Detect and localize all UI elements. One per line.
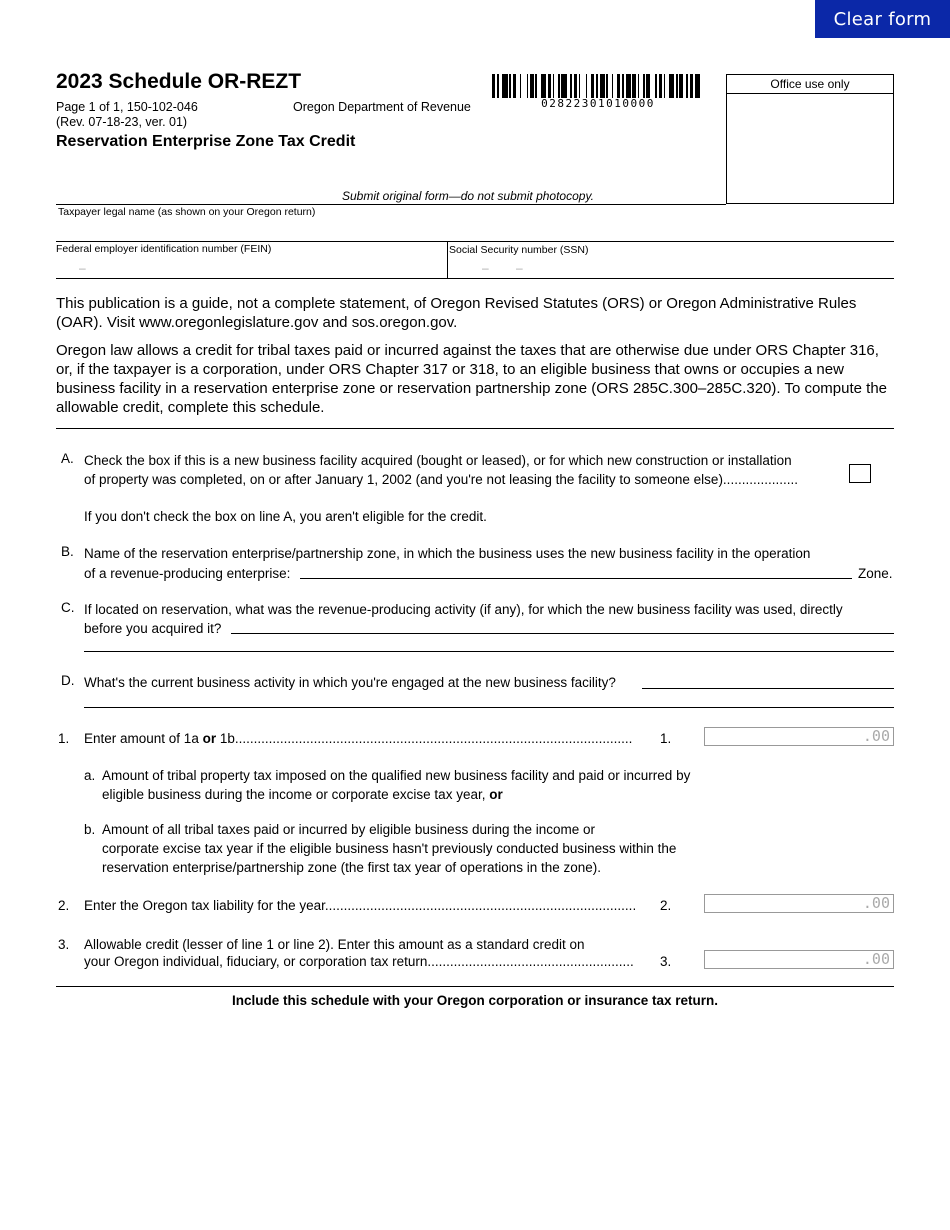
current-activity-input-line2[interactable] (84, 707, 894, 708)
line-3-number: 3. (58, 937, 70, 952)
ssn-label: Social Security number (SSN) (449, 244, 589, 256)
line-1-amount-input[interactable]: .00 (704, 727, 894, 746)
taxpayer-name-input[interactable] (56, 216, 894, 240)
item-a-line2: of property was completed, on or after January 1, 2002 (and you're not leasing the facility to someone else).................... (84, 472, 798, 487)
submit-note: Submit original form—do not submit photocopy. (342, 189, 594, 203)
divider (56, 241, 894, 242)
item-b-line1: Name of the reservation enterprise/partnership zone, in which the business uses the new business facility in the operation (84, 546, 811, 561)
page-info: Page 1 of 1, 150-102-046 (56, 100, 198, 114)
line-1-ref: 1. (660, 731, 672, 746)
ssn-dash: – (482, 261, 489, 275)
line-1-number: 1. (58, 731, 70, 746)
item-a-note: If you don't check the box on line A, you aren't eligible for the credit. (84, 509, 487, 524)
clear-form-button[interactable]: Clear form (815, 0, 950, 38)
line-2-ref: 2. (660, 898, 672, 913)
item-b-line2: of a revenue-producing enterprise: (84, 566, 291, 581)
item-c-line1: If located on reservation, what was the revenue-producing activity (if any), for which the new business facility was used, directly (84, 602, 843, 617)
office-use-label: Office use only (727, 75, 893, 94)
fein-input[interactable] (56, 256, 446, 278)
revision: (Rev. 07-18-23, ver. 01) (56, 115, 188, 129)
barcode (492, 74, 704, 98)
prior-activity-input-line2[interactable] (84, 651, 894, 652)
item-b-letter: B. (61, 544, 74, 559)
item-d-letter: D. (61, 673, 75, 688)
zone-suffix: Zone. (858, 566, 893, 581)
line-1a-line2: eligible business during the income or corporate excise tax year, or (102, 787, 503, 802)
line-2-text: Enter the Oregon tax liability for the year................................................................................... (84, 898, 637, 913)
form-subtitle: Reservation Enterprise Zone Tax Credit (56, 133, 356, 150)
line-3-line2: your Oregon individual, fiduciary, or corporation tax return....................................................... (84, 954, 634, 969)
barcode-number: 02822301010000 (541, 97, 655, 110)
line-1b-line3: reservation enterprise/partnership zone (the first tax year of operations in the zone). (102, 860, 602, 875)
line-3-amount-input[interactable]: .00 (704, 950, 894, 969)
taxpayer-name-label: Taxpayer legal name (as shown on your Oregon return) (58, 206, 316, 218)
item-c-letter: C. (61, 600, 75, 615)
section-divider (56, 986, 894, 987)
department: Oregon Department of Revenue (293, 100, 471, 114)
divider (56, 204, 726, 205)
footer-instruction: Include this schedule with your Oregon corporation or insurance tax return. (231, 993, 719, 1008)
office-use-box (726, 74, 894, 204)
intro-paragraph-1: This publication is a guide, not a complete statement, of Oregon Revised Statutes (ORS) or Oregon Administrative Rules (OAR). Visit www.oregonlegislature.gov and sos.oregon.gov. (56, 295, 857, 331)
item-a-letter: A. (61, 451, 74, 466)
line-1a-letter: a. (84, 768, 96, 783)
intro-paragraph-2: Oregon law allows a credit for tribal taxes paid or incurred against the taxes that are otherwise due under ORS Chapter 316, or, if the taxpayer is a corporation, under ORS Chapter 317 or 318, to an eligible business that owns or occupies a new business facility in a reservation enterprise zone or reservation partnership zone (ORS 285C.300–285C.320). To compute the allowable credit, complete this schedule. (56, 342, 888, 416)
line-3-line1: Allowable credit (lesser of line 1 or line 2). Enter this amount as a standard credit on (84, 937, 585, 952)
ssn-dash: – (516, 261, 523, 275)
section-divider (56, 428, 894, 429)
item-c-line2: before you acquired it? (84, 621, 222, 636)
fein-label: Federal employer identification number (FEIN) (56, 243, 272, 255)
line-1-text: Enter amount of 1a or 1b.......................................................................................................... (84, 731, 633, 746)
line-1a-line1: Amount of tribal property tax imposed on the qualified new business facility and paid or incurred by (102, 768, 691, 783)
form-title: 2023 Schedule OR-REZT (56, 70, 302, 93)
zone-name-input[interactable] (300, 578, 852, 579)
line-1b-line1: Amount of all tribal taxes paid or incurred by eligible business during the income or (102, 822, 596, 837)
line-2-amount-input[interactable]: .00 (704, 894, 894, 913)
new-facility-checkbox[interactable] (849, 464, 871, 483)
prior-activity-input[interactable] (231, 633, 894, 634)
item-d-line1: What's the current business activity in which you're engaged at the new business facility? (84, 675, 616, 690)
line-1b-letter: b. (84, 822, 96, 837)
divider (56, 278, 894, 279)
line-1b-line2: corporate excise tax year if the eligible business hasn't previously conducted business within the (102, 841, 677, 856)
line-3-ref: 3. (660, 954, 672, 969)
current-activity-input[interactable] (642, 688, 894, 689)
line-2-number: 2. (58, 898, 70, 913)
item-a-line1: Check the box if this is a new business facility acquired (bought or leased), or for which new construction or installation (84, 453, 792, 468)
ssn-input[interactable] (448, 256, 894, 278)
fein-dash: – (79, 261, 86, 275)
